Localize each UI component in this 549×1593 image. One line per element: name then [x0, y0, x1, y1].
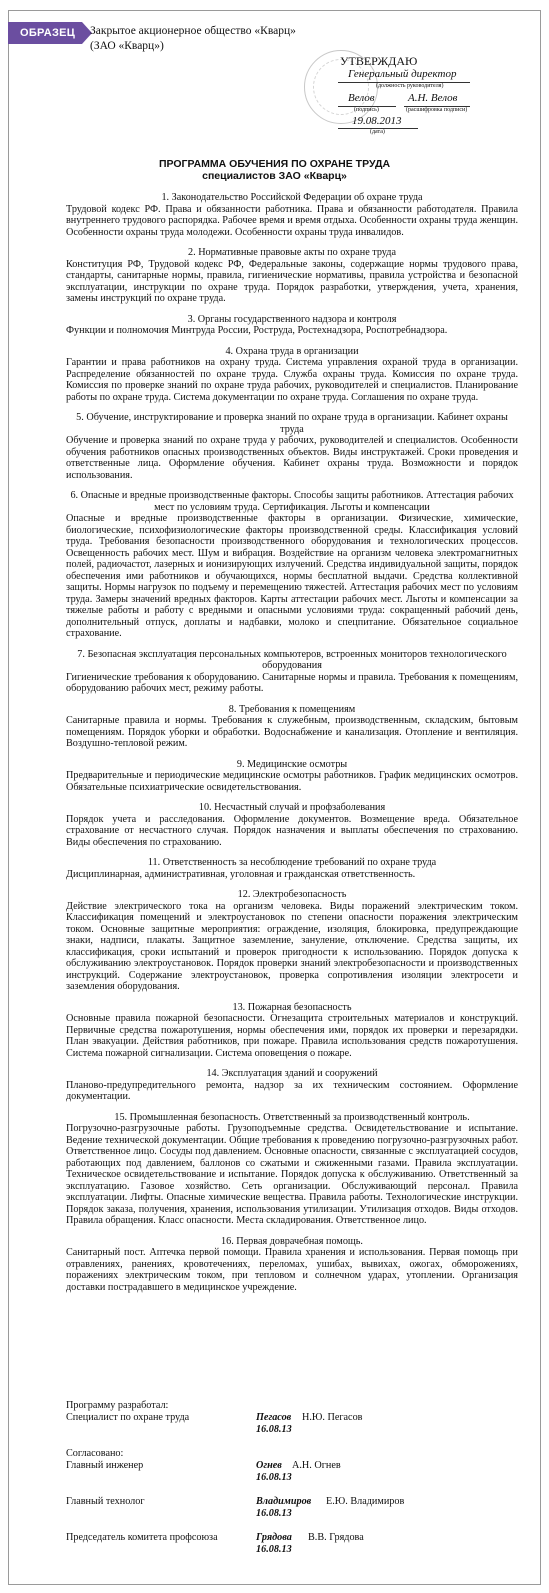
title-line-1: ПРОГРАММА ОБУЧЕНИЯ ПО ОХРАНЕ ТРУДА	[158, 158, 391, 170]
program-section	[66, 1068, 518, 1103]
signoff-signature: Владимиров	[256, 1496, 312, 1507]
section-heading: 10. Несчастный случай и профзаболевания	[198, 802, 386, 813]
program-sections	[66, 192, 518, 1302]
title-line-2: специалистов ЗАО «Кварц»	[202, 170, 347, 182]
org-short-name: (ЗАО «Кварц»)	[90, 40, 164, 52]
program-section	[66, 802, 518, 848]
section-text: Конституция РФ, Трудовой кодекс РФ, Федеральные законы, содержащие нормы трудового права, стандарты, санитарные нормы, правила, гигиенические нормативы, правила устройства и безопасной эксплуатации, инструкции по охране труда. Порядок разработки, утверждения, учета, хранения, замены инструкций по охране труда.	[66, 258, 518, 304]
section-heading: 4. Охрана труда в организации	[225, 345, 359, 357]
signoff-date: 16.08.13	[256, 1472, 292, 1483]
signoff-row	[66, 1460, 526, 1472]
name-caption: (расшифровка подписи)	[406, 107, 468, 113]
date-caption: (дата)	[370, 129, 385, 135]
signoff-block	[66, 1400, 526, 1556]
program-section	[66, 412, 518, 481]
signoff-date-row	[66, 1508, 526, 1520]
section-heading: 8. Требования к помещениям	[228, 703, 356, 715]
section-text: Санитарный пост. Аптечка первой помощи. Правила хранения и использования. Первая помощь при отравлениях, ранениях, кровотечениях, переломах, ушибах, вывихах, ожогах, обморожениях, поражениях электрическим током, при тепловом и солнечном ударах, утоплении. Организация доставки пострадавшего в медицинское учреждение.	[66, 1247, 518, 1293]
section-heading: 1. Законодательство Российской Федерации об охране труда	[161, 192, 423, 203]
section-heading: 5. Обучение, инструктирование и проверка знаний по охране труда в организации. Кабинет охраны труда	[76, 412, 508, 435]
section-text: Предварительные и периодические медицинские осмотры работников. График медицинских осмотров. Обязательные психиатрические освидетельствования.	[66, 770, 518, 793]
signoff-position: Главный технолог	[66, 1496, 145, 1507]
section-text: Дисциплинарная, административная, уголовная и гражданская ответственность.	[66, 868, 416, 880]
program-section	[66, 1236, 518, 1294]
section-text: Санитарные правила и нормы. Требования к служебным, производственным, складским, бытовым помещениям. Порядок уборки и обработки. Водоснабжение и канализация. Отопление и вентиляция. Воздушно-тепловой режим.	[66, 715, 518, 749]
section-heading: 11. Ответственность за несоблюдение требований по охране труда	[147, 857, 437, 868]
signoff-date: 16.08.13	[256, 1544, 292, 1555]
approval-date: 19.08.2013	[352, 115, 402, 127]
program-section	[66, 490, 518, 640]
section-heading: 2. Нормативные правовые акты по охране труда	[188, 247, 396, 258]
developed-label: Программу разработал:	[66, 1400, 169, 1411]
program-section	[66, 857, 518, 880]
section-heading: 3. Органы государственного надзора и контроля	[187, 313, 397, 325]
section-text: Опасные и вредные производственные факторы в организации. Физические, химические, биологические, психофизиологические факторы производственной среды. Классификация условий труда. Требования безопасности производственного оборудования и технологических процессов. Освещенность рабочих мест. Шум и вибрация. Воздействие на организм человека электромагнитных полей, радиочастот, лазерных и ионизирующих излучений. Средства индивидуальной защиты, порядок обеспечения ими работников и обучающихся, нормы бесплатной выдачи. Средства коллективной защиты. Нормы нагрузок по подъему и перемещению тяжестей. Аттестация рабочих мест по условиям труда. Замеры значений вредных факторов. Карты аттестации рабочих мест. Льготы и компенсации за тяжелые работы и работу с вредными и опасными условиями труда: сокращенный рабочий день, дополнительный отпуск, доплаты и надбавки, молоко и спецпитание. Обязательное социальное страхование.	[66, 513, 518, 639]
signoff-date-row	[66, 1472, 526, 1484]
signoff-date: 16.08.13	[256, 1424, 292, 1435]
section-text: Порядок учета и расследования. Оформление документов. Возмещение вреда. Обязательное страхование от несчастного случая. Порядок назначения и выплаты обеспечения по страхованию. Виды обеспечения по страхованию.	[66, 813, 518, 848]
sample-badge: ОБРАЗЕЦ	[8, 22, 82, 44]
program-section	[66, 649, 518, 695]
signoff-name: А.Н. Огнев	[292, 1460, 341, 1471]
approve-title: УТВЕРЖДАЮ	[340, 54, 418, 68]
approver-signature: Велов	[348, 92, 375, 104]
signoff-date-row	[66, 1544, 526, 1556]
section-heading: 7. Безопасная эксплуатация персональных компьютеров, встроенных мониторов технологического оборудования	[77, 648, 507, 671]
section-heading: 14. Эксплуатация зданий и сооружений	[206, 1068, 378, 1079]
program-section	[66, 1112, 518, 1227]
signoff-position: Главный инженер	[66, 1460, 144, 1471]
signoff-row	[66, 1412, 526, 1424]
signoff-name: Н.Ю. Пегасов	[302, 1412, 363, 1423]
signoff-position: Специалист по охране труда	[66, 1412, 190, 1423]
section-heading: 6. Опасные и вредные производственные факторы. Способы защиты работников. Аттестация рабочих мест по условиям труда. Сертификация. Льготы и компенсации	[70, 490, 514, 513]
program-section	[66, 1002, 518, 1060]
signoff-row	[66, 1496, 526, 1508]
program-section	[66, 192, 518, 238]
document-title	[0, 158, 549, 182]
section-heading: 12. Электробезопасность	[237, 889, 347, 900]
signoff-signature: Огнев	[256, 1460, 282, 1471]
section-text: Обучение и проверка знаний по охране труда у рабочих, руководителей и специалистов. Особенности обучения работников опасных производственных объектов. Виды инструктажей. Сроки проведения и ответственные лица. Оформление обучения. Кабинет охраны труда. Возможности и порядок использования.	[66, 435, 518, 481]
section-heading: 13. Пожарная безопасность	[232, 1001, 352, 1013]
section-heading: 9. Медицинские осмотры	[236, 758, 348, 770]
organization-header	[90, 24, 296, 54]
section-text: Погрузочно-разгрузочные работы. Грузоподъемные средства. Освидетельствование и испытание. Ведение технической документации. Общие требования к проведению погрузочно-разгрузочных работ. Ответственное лицо. Сосуды под давлением. Основные опасности, связанные с эксплуатацией сосудов, работающих под давлением, баллонов со сжатыми и сжиженными газами. Правила эксплуатации. Техническое освидетельствование и испытание. Порядок допуска к обслуживанию. Ответственный за эксплуатацию. Газовое хозяйство. Сеть организации. Обслуживающий персонал. Правила эксплуатации. Лифты. Опасные химические вещества. Правила работы. Технологические инструкции. Порядок заказа, получения, хранения, использования утилизации. Утилизация отходов. Виды отходов. Правила обращения. Класс опасности. Места складирования. Ответственное лицо.	[66, 1123, 518, 1226]
program-section	[66, 704, 518, 750]
signoff-name: Е.Ю. Владимиров	[326, 1496, 405, 1507]
section-heading: 15. Промышленная безопасность. Ответственный за производственный контроль.	[114, 1111, 470, 1123]
signoff-row	[66, 1532, 526, 1544]
section-text: Действие электрического тока на организм человека. Виды поражений электрическим током. Классификация помещений и электроустановок по степени опасности поражения электрическим током. Основные защитные мероприятия: ограждение, изоляция, блокировка, предупреждающие знаки, надписи, плакаты. Защитное заземление, зануление, отключение. Средства защиты, их классификация, сроки испытаний и проверок пригодности к использованию. Порядок допуска к обслуживанию электроустановок. Порядок проверки знаний электробезопасности и производственных инструкций. Содержание электроустановок, проверка сопротивления изоляции электросети и заземления оборудования.	[66, 900, 518, 992]
signoff-position: Председатель комитета профсоюза	[66, 1532, 218, 1543]
spacer	[66, 1520, 526, 1532]
program-section	[66, 247, 518, 305]
program-section	[66, 314, 518, 337]
spacer	[66, 1436, 526, 1448]
section-text: Трудовой кодекс РФ. Права и обязанности работника. Права и обязанности работодателя. Правила внутреннего трудового распорядка. Рабочее время и время отдыха. Особенности охраны труда женщин. Особенности охраны труда молодежи. Особенности охраны труда инвалидов.	[66, 203, 518, 238]
signoff-signature: Грядова	[256, 1532, 292, 1543]
section-heading: 16. Первая доврачебная помощь.	[221, 1235, 363, 1247]
position-caption: (должность руководителя)	[376, 83, 444, 89]
signoff-name: В.В. Грядова	[308, 1532, 364, 1543]
section-text: Гарантии и права работников на охрану труда. Система управления охраной труда в организации. Распределение обязанностей по охране труда. Служба охраны труда. Комиссия по охране труда. Комиссия по проверке знаний по охране труда рабочих, руководителей и специалистов. Планирование работы по охране труда. Система документации по охране труда. Соглашения по охране труда.	[66, 357, 518, 403]
signature-caption: (подпись)	[354, 107, 379, 113]
approver-name: А.Н. Велов	[408, 92, 458, 104]
spacer	[66, 1484, 526, 1496]
program-section	[66, 346, 518, 404]
signoff-date-row	[66, 1424, 526, 1436]
agreed-label: Согласовано:	[66, 1448, 124, 1459]
section-text: Гигиенические требования к оборудованию. Санитарные нормы и правила. Требования к помещениям, оборудованию рабочих мест, режиму работы.	[66, 671, 518, 694]
section-text: Основные правила пожарной безопасности. Огнезащита строительных материалов и конструкций. Первичные средства пожаротушения, нормы обеспечения ими, порядок их проверки и перезарядки. План эвакуации. Действия работников, при пожаре. Правила использования средств пожаротушения. Система пожарной сигнализации. Система оповещения о пожаре.	[66, 1013, 518, 1059]
program-section	[66, 889, 518, 993]
section-text: Функции и полномочия Минтруда России, Роструда, Ростехнадзора, Роспотребнадзора.	[66, 325, 448, 336]
section-text: Планово-предупредительного ремонта, надзор за их техническим состоянием. Оформление документации.	[66, 1079, 518, 1102]
org-name: Закрытое акционерное общество «Кварц»	[90, 25, 296, 37]
approver-position: Генеральный директор	[348, 68, 457, 80]
program-section	[66, 759, 518, 794]
signoff-signature: Пегасов	[256, 1412, 292, 1423]
signoff-date: 16.08.13	[256, 1508, 292, 1519]
